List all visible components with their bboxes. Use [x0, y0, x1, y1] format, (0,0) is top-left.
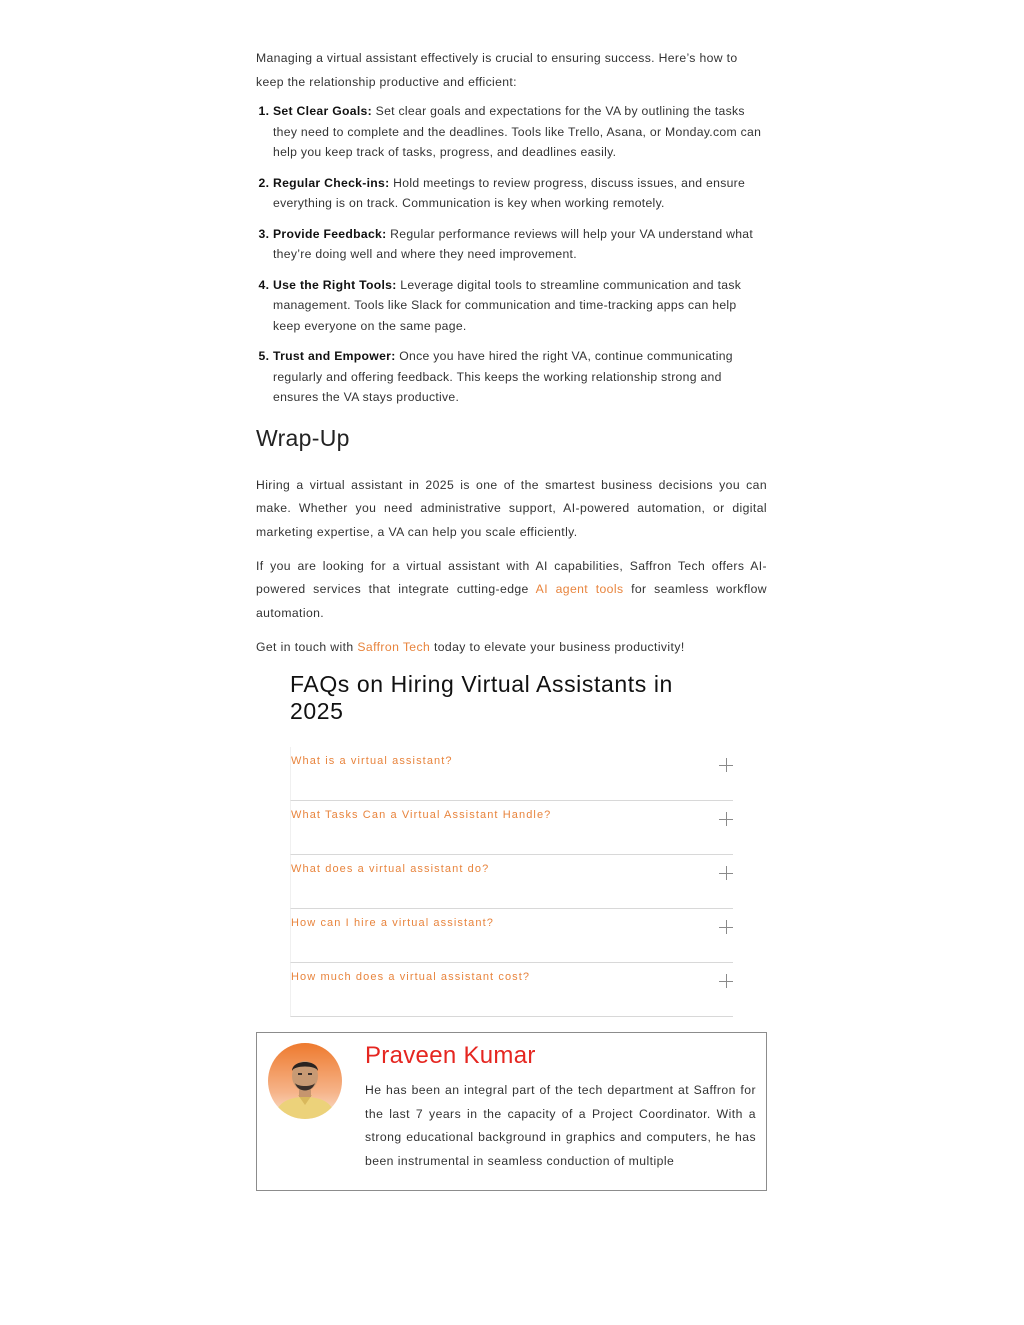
faq-item[interactable] — [290, 909, 733, 963]
intro-paragraph: Managing a virtual assistant effectively is crucial to ensuring success. Here’s how to keep the relationship productive and efficient: — [256, 51, 738, 89]
list-item — [273, 346, 767, 408]
author-bio: He has been an integral part of the tech department at Saffron for the last 7 years in the capacity of a Project Coordinator. With a strong educational background in graphics and computers, he has been instrumental in seamless conduction of multiple — [365, 1083, 756, 1169]
tip-text: Regular performance reviews will help your VA understand what they’re doing well and where they need improvement. — [273, 226, 754, 261]
faq-item[interactable] — [290, 963, 733, 1017]
saffron-tech-link[interactable]: Saffron Tech — [357, 639, 431, 654]
faq-item[interactable] — [290, 855, 733, 909]
expand-plus-icon[interactable] — [719, 812, 733, 826]
expand-plus-icon[interactable] — [719, 866, 733, 880]
paragraph-text: for seamless workflow automation. — [256, 582, 767, 621]
tip-text: Leverage digital tools to streamline communication and task management. Tools like Slack for communication and time-tracking apps can help keep everyone on the same page. — [273, 277, 742, 333]
faq-question[interactable]: What Tasks Can a Virtual Assistant Handle? — [291, 809, 552, 821]
tip-title: Provide Feedback: — [273, 226, 387, 241]
paragraph-text: Get in touch with — [256, 639, 358, 654]
faq-title: FAQs on Hiring Virtual Assistants in 2025 — [290, 671, 673, 724]
wrapup-paragraph: Hiring a virtual assistant in 2025 is one of the smartest business decisions you can make. Whether you need administrative support, AI-powered automation, or digital marketing expertise, a VA can help you scale efficiently. — [256, 477, 767, 539]
list-item — [273, 224, 767, 265]
list-item — [273, 173, 767, 214]
faq-item[interactable] — [290, 801, 733, 855]
tip-title: Trust and Empower: — [273, 349, 396, 363]
faq-question[interactable]: How much does a virtual assistant cost? — [291, 971, 531, 983]
paragraph-text: today to elevate your business productivity! — [430, 639, 685, 654]
faq-item[interactable] — [290, 747, 733, 801]
wrapup-heading: Wrap-Up — [256, 424, 350, 451]
list-item — [273, 101, 767, 163]
tip-title: Use the Right Tools: — [273, 277, 397, 292]
faq-section — [290, 671, 733, 1017]
expand-plus-icon[interactable] — [719, 920, 733, 934]
tip-text: Hold meetings to review progress, discuss issues, and ensure everything is on track. Communication is key when working remotely. — [273, 175, 746, 210]
list-item — [273, 275, 767, 337]
wrapup-paragraph — [256, 555, 767, 626]
article-content — [256, 46, 767, 669]
author-photo — [268, 1043, 342, 1119]
ai-agent-tools-link[interactable]: AI agent tools — [535, 582, 624, 597]
wrapup-paragraph — [256, 636, 767, 660]
paragraph-text: If you are looking for a virtual assistant with AI capabilities, Saffron Tech offers AI-powered services that integrate cutting-edge — [256, 558, 767, 597]
tip-text: Set clear goals and expectations for the VA by outlining the tasks they need to complete and the deadlines. Tools like Trello, Asana, or Monday.com can help you keep track of tasks, progress, and deadlines easily. — [273, 104, 762, 159]
tips-list — [256, 101, 767, 408]
expand-plus-icon[interactable] — [719, 758, 733, 772]
author-box — [256, 1032, 767, 1191]
faq-question[interactable]: What does a virtual assistant do? — [291, 863, 490, 875]
faq-question[interactable]: What is a virtual assistant? — [291, 755, 453, 767]
faq-question[interactable]: How can I hire a virtual assistant? — [291, 917, 494, 929]
tip-text: Once you have hired the right VA, continue communicating regularly and offering feedback. This keeps the working relationship strong and ensures the VA stays productive. — [273, 349, 733, 404]
avatar — [268, 1043, 342, 1119]
author-name: Praveen Kumar — [365, 1042, 536, 1069]
tip-title: Regular Check-ins: — [273, 175, 390, 190]
tip-title: Set Clear Goals: — [273, 104, 372, 118]
expand-plus-icon[interactable] — [719, 974, 733, 988]
